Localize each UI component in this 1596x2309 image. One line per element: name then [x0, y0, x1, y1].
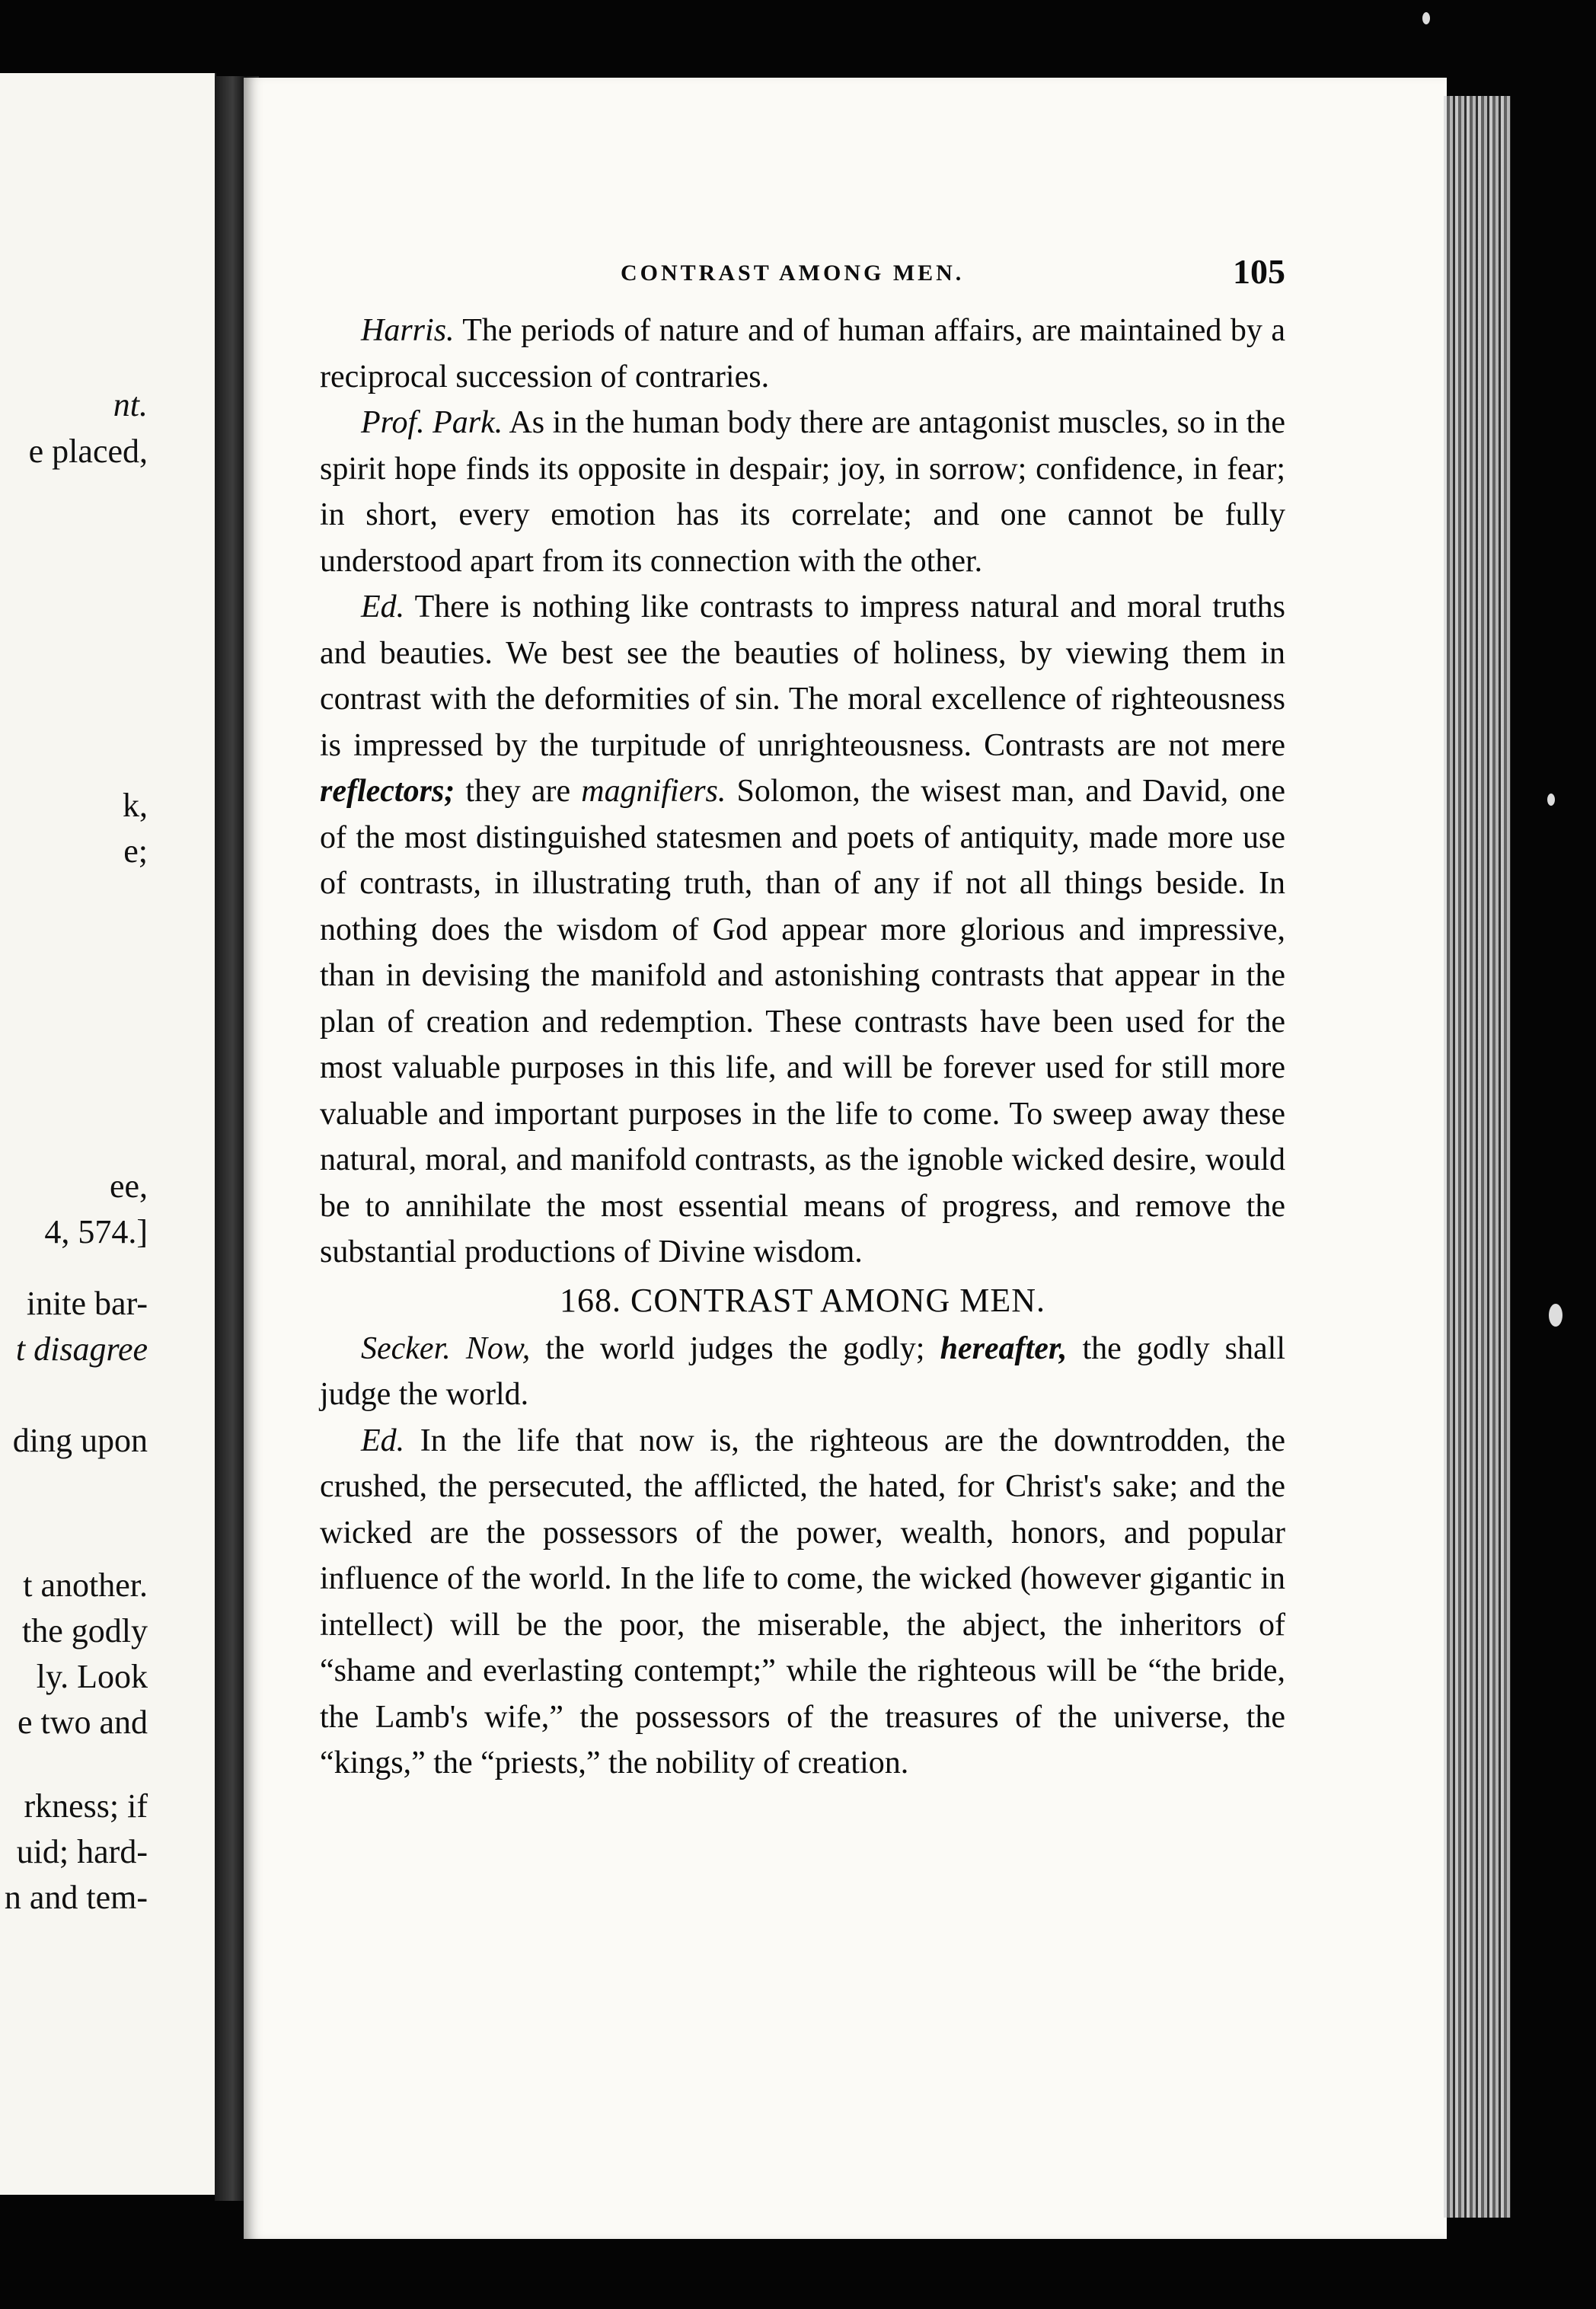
- paragraph-text: The periods of nature and of human affairs, are maintained by a reciprocal succession of contraries.: [320, 313, 1285, 394]
- page-number: 105: [1233, 252, 1285, 291]
- speaker-name: Prof. Park.: [361, 405, 503, 440]
- left-fragment: ly. Look: [36, 1658, 148, 1695]
- left-fragment: ee,: [109, 1167, 148, 1205]
- left-fragment: t disagree: [15, 1330, 148, 1368]
- speaker-name: Ed.: [361, 589, 405, 624]
- running-head: CONTRAST AMONG MEN.: [621, 260, 965, 286]
- left-fragment: nt.: [113, 386, 148, 423]
- left-fragment: 4, 574.]: [44, 1213, 148, 1250]
- paragraph-editor-2: [320, 1418, 1285, 1787]
- left-fragment: uid; hard-: [16, 1833, 148, 1870]
- previous-page: [0, 73, 216, 2195]
- page-text: [320, 251, 1285, 1787]
- emphasis: magnifiers.: [581, 774, 726, 809]
- page-edges: [1444, 96, 1511, 2218]
- scan-speck: [1547, 794, 1555, 806]
- paragraph-harris: [320, 308, 1285, 400]
- scan-speck: [1549, 1304, 1562, 1327]
- left-fragment: the godly: [22, 1612, 148, 1650]
- scan-speck: [1422, 12, 1430, 24]
- paragraph-secker: [320, 1326, 1285, 1418]
- left-fragment: e placed,: [28, 433, 148, 470]
- left-fragment: e two and: [17, 1704, 148, 1741]
- paragraph-text: There is nothing like contrasts to impress natural and moral truths and beauties. We best see the beauties of holiness, by viewing them in contrast with the deformities of sin. The moral excellence of righteousness is impressed by the turpitude of unrighteousness. Contrasts are not mere: [320, 589, 1285, 763]
- emphasis: reflectors;: [320, 774, 455, 809]
- emphasis: Now,: [465, 1330, 531, 1366]
- paragraph-text: Solomon, the wisest man, and David, one of the most distinguished statesmen and poets of antiquity, made more use of contrasts, in illustrating truth, than of any if not all things beside. In nothing does the wisdom of God appear more glorious and impressive, than in devising the manifold and astonishing contrasts that appear in the plan of creation and redemption. These contrasts have been used for the most valuable purposes in this life, and will be forever used for still more valuable and important purposes in the life to come. To sweep away these natural, moral, and manifold contrasts, as the ignoble wicked desire, would be to annihilate the most essential means of progress, and remove the substantial productions of Divine wisdom.: [320, 774, 1285, 1269]
- paragraph-text: they are: [465, 774, 571, 809]
- emphasis: hereafter,: [940, 1330, 1068, 1366]
- speaker-name: Ed.: [361, 1423, 405, 1458]
- paragraph-text: the godly shall judge the world.: [320, 1330, 1286, 1412]
- left-fragment: k,: [123, 787, 148, 824]
- left-fragment: e;: [123, 832, 148, 870]
- left-fragment: n and tem-: [4, 1879, 148, 1916]
- speaker-name: Secker.: [361, 1330, 451, 1366]
- paragraph-park: [320, 400, 1285, 584]
- left-fragment: inite bar-: [26, 1285, 148, 1322]
- left-fragment: t another.: [23, 1566, 148, 1604]
- paragraph-text: the world judges the godly;: [545, 1330, 925, 1366]
- left-fragment: ding upon: [12, 1422, 148, 1459]
- paragraph-editor: [320, 584, 1285, 1276]
- paragraph-text: In the life that now is, the righteous are the downtrodden, the crushed, the persecuted, the afflicted, the hated, for Christ's sake; and the wicked are the possessors of the power, wealth, honors, and popular influence of the world. In the life to come, the wicked (however gigantic in intellect) will be the poor, the miserable, the abject, the inheritors of “shame and everlasting contempt;” while the righteous will be “the bride, the Lamb's wife,” the possessors of the treasures of the universe, the “kings,” the “priests,” the nobility of creation.: [320, 1423, 1285, 1780]
- paragraph-text: As in the human body there are antagonist muscles, so in the spirit hope finds its opposite in despair; joy, in sorrow; confidence, in fear; in short, every emotion has its correlate; and one cannot be fully understood apart from its connection with the other.: [320, 405, 1285, 579]
- left-fragment: rkness; if: [24, 1787, 148, 1825]
- speaker-name: Harris.: [361, 313, 455, 348]
- page-header: [320, 251, 1285, 305]
- section-heading: 168. CONTRAST AMONG MEN.: [559, 1281, 1046, 1319]
